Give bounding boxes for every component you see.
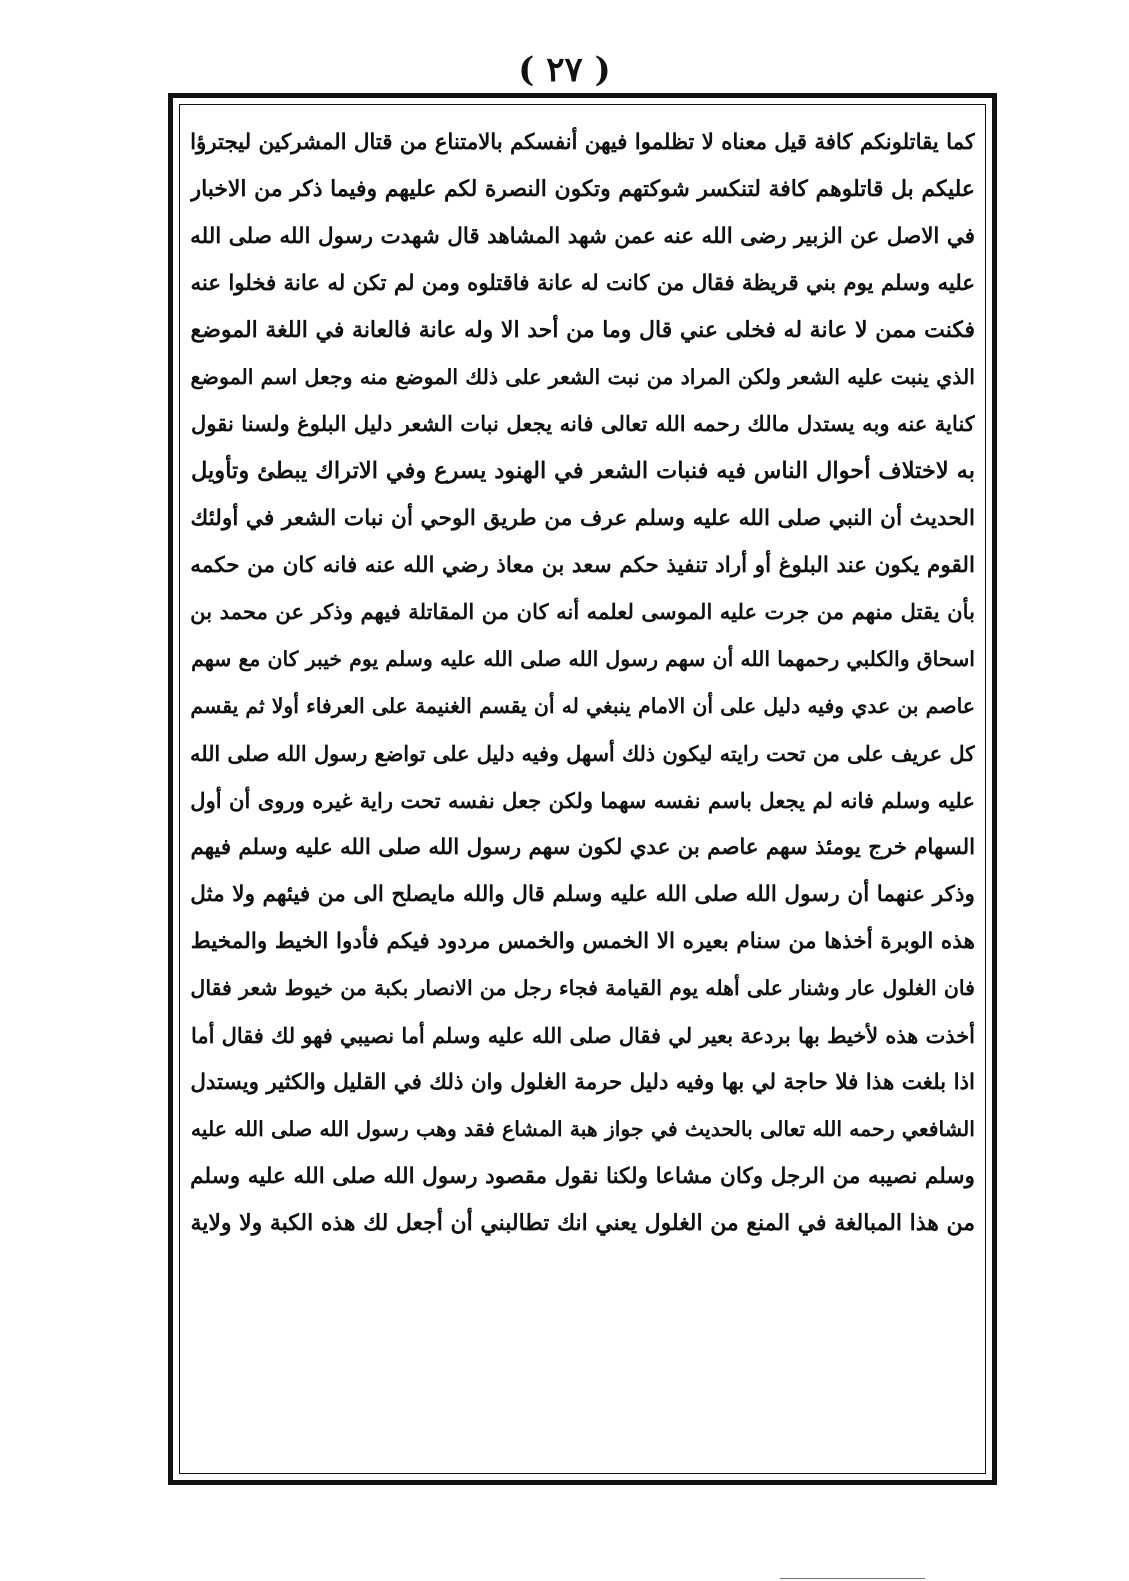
text-line: كل عريف على من تحت رايته ليكون ذلك أسهل وفيه دليل على تواضع رسول الله صلى الله [190,741,975,766]
text-line: بأن يقتل منهم من جرت عليه الموسى لعلمه أنه كان من المقاتلة فيهم وذكر عن محمد بن [190,600,975,625]
text-line: من هذا المبالغة في المنع من الغلول يعني انك تطالبني أن أجعل لك هذه الكبة ولا ولاية [190,1210,975,1236]
text-line: اذا بلغت هذا فلا حاجة لي بها وفيه دليل حرمة الغلول وان ذلك في القليل والكثير ويستدل [190,1070,975,1095]
text-line: كما يقاتلونكم كافة قيل معناه لا تظلموا فيهن أنفسكم بالامتناع من قتال المشركين ليجترؤا [190,130,975,155]
text-line: اسحاق والكلبي رحمهما الله أن سهم رسول الله صلى الله عليه وسلم يوم خيبر كان مع سهم [191,647,975,671]
text-line: وذكر عنهما أن رسول الله صلى الله عليه وسلم قال والله مايصلح الى من فيئهم ولا مثل [190,882,975,907]
text-line: عاصم بن عدي وفيه دليل على أن الامام ينبغي له أن يقسم الغنيمة على العرفاء أولا ثم يقسم [190,694,975,718]
text-line: عليكم بل قاتلوهم كافة لتنكسر شوكتهم وتكون النصرة لكم عليهم وفيما ذكر من الاخبار [190,176,975,202]
text-line: الحديث أن النبي صلى الله عليه وسلم عرف من طريق الوحي أن نبات الشعر في أولئك [190,506,975,531]
bottom-rule [780,1578,925,1579]
text-line: به لاختلاف أحوال الناس فيه فنبات الشعر في الهنود يسرع وفي الاتراك يبطئ وتأويل [190,458,975,484]
text-line: القوم يكون عند البلوغ أو أراد تنفيذ حكم سعد بن معاذ رضي الله عنه فانه كان من حكمه [190,553,975,578]
body-text [190,119,975,1247]
text-line: فان الغلول عار وشنار على أهله يوم القيامة فجاء رجل من الانصار بكبة من خيوط شعر فقال [190,976,975,1000]
text-line: في الاصل عن الزبير رضى الله عنه عمن شهد المشاهد قال شهدت رسول الله صلى الله [190,224,975,249]
text-line: كناية عنه وبه يستدل مالك رحمه الله تعالى فانه يجعل نبات الشعر دليل البلوغ ولسنا نقول [190,412,975,437]
text-line: الذي ينبت عليه الشعر ولكن المراد من نبت الشعر على ذلك الموضع منه وجعل اسم الموضع [190,365,975,389]
text-line: فكنت ممن لا عانة له فخلى عني قال وما من أحد الا وله عانة فالعانة في اللغة الموضع [190,317,975,343]
text-line: عليه وسلم يوم بني قريظة فقال من كانت له عانة فاقتلوه ومن لم تكن له عانة فخلوا عنه [190,271,975,296]
text-line: السهام خرج يومئذ سهم عاصم بن عدي لكون سهم رسول الله صلى الله عليه وسلم فيهم [190,835,975,860]
text-frame [179,104,986,1474]
page-frame [168,93,997,1485]
text-line: أخذت هذه لأخيط بها بردعة بعير لي فقال صلى الله عليه وسلم أما نصيبي فهو لك فقال أما [191,1023,975,1048]
text-line: وسلم نصيبه من الرجل وكان مشاعا ولكنا نقول مقصود رسول الله صلى الله عليه وسلم [190,1164,975,1189]
text-line: عليه وسلم فانه لم يجعل باسم نفسه سهما ولكن جعل نفسه تحت راية غيره وروى أن أول [190,788,975,813]
page-number: ( ٢٧ ) [518,50,611,90]
text-line: هذه الوبرة أخذها من سنام بعيره الا الخمس والخمس مردود فيكم فأدوا الخيط والمخيط [190,929,975,954]
text-line: الشافعي رحمه الله تعالى بالحديث في جواز هبة المشاع فقد وهب رسول الله صلى الله عليه [190,1117,975,1141]
